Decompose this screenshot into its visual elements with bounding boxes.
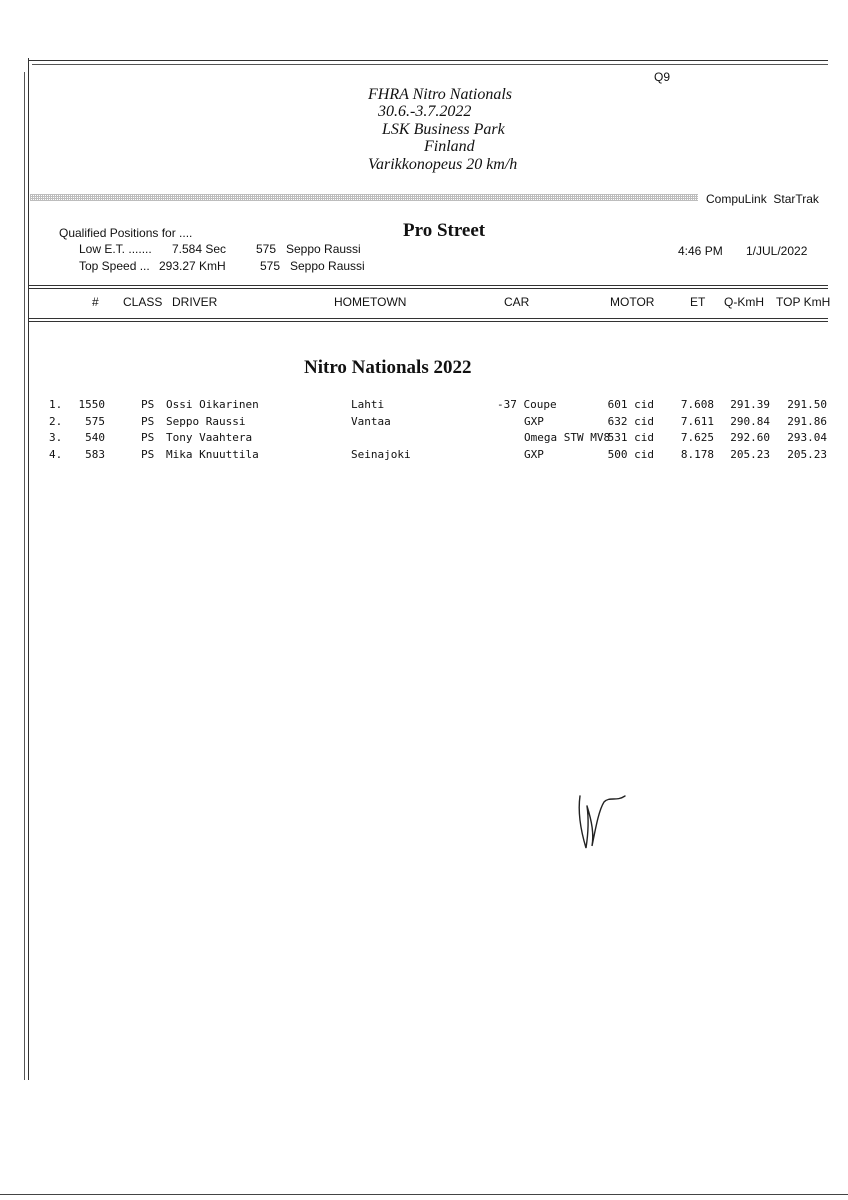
low-et-driver: Seppo Raussi [286,242,361,256]
table-row [0,431,848,447]
event-line-4: Finland [424,138,475,155]
cell-pos: 3. [49,431,63,444]
header-rule-bottom [28,318,828,319]
header-rule-top-2 [28,288,828,289]
cell-qkmh: 290.84 [730,414,770,428]
col-header-car: CAR [504,295,530,309]
class-title: Pro Street [403,220,486,241]
event-line-2: 30.6.-3.7.2022 [378,103,472,120]
header-rule-top [28,285,828,286]
cell-class: PS [141,414,155,428]
event-line-1: FHRA Nitro Nationals [368,86,513,103]
top-speed-label: Top Speed ... [79,259,150,273]
low-et-label: Low E.T. ....... [79,242,152,256]
top-speed-number: 575 [260,259,281,273]
cell-qkmh: 291.39 [730,398,770,411]
cell-motor: 531 cid [607,431,654,444]
cell-topkmh: 291.50 [787,398,827,411]
frame-left-border [28,58,29,1080]
cell-car: -37 Coupe [497,398,557,411]
low-et-number: 575 [256,242,277,256]
cell-driver: Ossi Oikarinen [166,398,259,411]
cell-num: 583 [85,447,105,461]
cell-hometown: Vantaa [351,414,391,428]
cell-pos: 4. [49,447,63,461]
cell-et: 8.178 [680,447,714,461]
results-table [0,398,848,468]
cell-motor: 601 cid [607,398,654,411]
cell-motor: 632 cid [607,414,654,428]
section-title: Nitro Nationals 2022 [304,357,472,378]
report-date: 1/JUL/2022 [746,244,808,258]
cell-driver: Seppo Raussi [166,414,246,428]
cell-et: 7.611 [680,414,714,428]
top-speed-driver: Seppo Raussi [290,259,365,273]
header-rule-bottom-2 [28,321,828,322]
cell-num: 575 [85,414,105,428]
cell-qkmh: 292.60 [730,431,770,444]
cell-num: 540 [85,431,105,444]
cell-num: 1550 [78,398,105,411]
col-header-et: ET [690,295,706,309]
cell-car: GXP [524,447,544,461]
cell-driver: Mika Knuuttila [166,447,259,461]
system-name: CompuLink StarTrak [706,192,819,206]
cell-car: Omega STW MV8 [524,431,611,444]
cell-driver: Tony Vaahtera [166,431,253,444]
event-line-3: LSK Business Park [382,121,505,138]
cell-hometown: Lahti [351,398,385,411]
col-header-hometown: HOMETOWN [334,295,407,309]
cell-qkmh: 205.23 [730,447,770,461]
cell-class: PS [141,431,155,444]
page-code: Q9 [654,70,671,84]
top-speed-value: 293.27 KmH [159,259,226,273]
event-line-5: Varikkonopeus 20 km/h [368,156,518,173]
report-time: 4:46 PM [678,244,723,258]
col-header-topkmh: TOP KmH [776,295,831,309]
col-header-qkmh: Q-KmH [724,295,764,309]
handwritten-signature [570,780,640,860]
cell-topkmh: 291.86 [787,414,827,428]
cell-hometown: Seinajoki [351,447,411,461]
low-et-value: 7.584 Sec [172,242,227,256]
cell-pos: 1. [49,398,63,411]
cell-topkmh: 293.04 [787,431,827,444]
cell-class: PS [141,398,155,411]
cell-et: 7.625 [680,431,714,444]
table-row [0,448,848,464]
col-header-motor: MOTOR [610,295,655,309]
cell-pos: 2. [49,414,63,428]
cell-class: PS [141,447,155,461]
page-bottom-line [0,1194,848,1195]
table-row [0,415,848,431]
cell-motor: 500 cid [607,447,654,461]
frame-left-border-outer [24,72,25,1080]
cell-et: 7.608 [680,398,714,411]
cell-car: GXP [524,414,544,428]
frame-top-border-inner [32,64,828,65]
col-header-num: # [92,295,99,309]
col-header-driver: DRIVER [172,295,218,309]
stipple-divider [30,194,698,201]
col-header-class: CLASS [123,295,163,309]
frame-top-border [28,60,828,61]
qualified-heading: Qualified Positions for .... [59,226,193,240]
table-row [0,398,848,414]
cell-topkmh: 205.23 [787,447,827,461]
